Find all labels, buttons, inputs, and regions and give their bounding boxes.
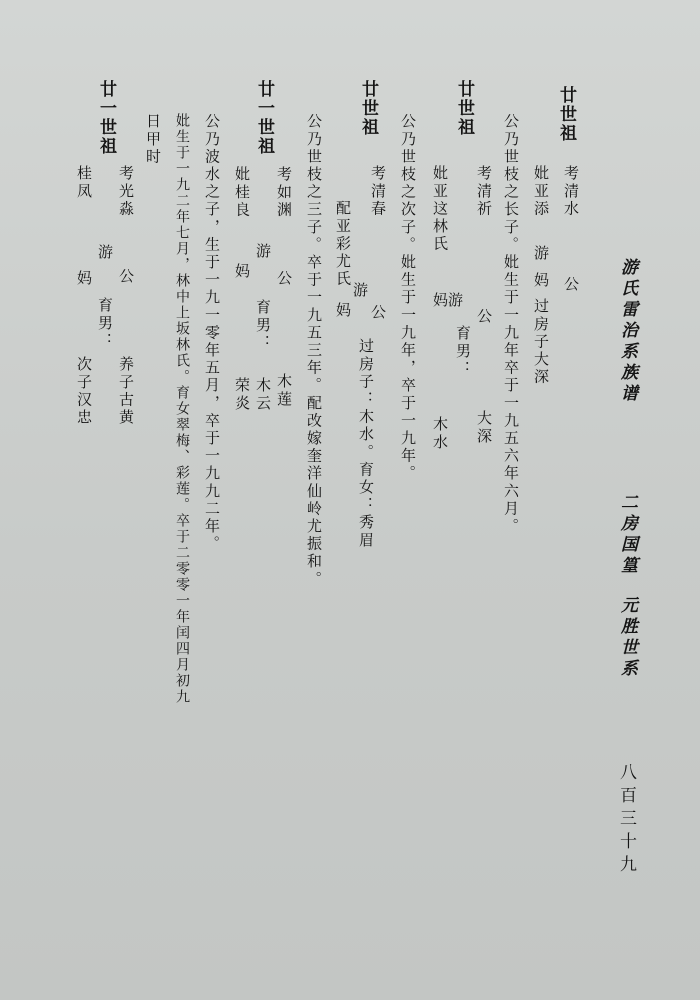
mother-title: 游 xyxy=(351,282,369,300)
father-name: 考清春 xyxy=(369,165,387,218)
lineage-name: 元胜世系 xyxy=(617,596,637,680)
father-name: 考清水 xyxy=(562,165,580,218)
mother-name: 妣亚添 xyxy=(532,165,550,218)
page-number: 八百三十九 xyxy=(616,763,636,878)
father-title: 公 xyxy=(369,304,387,322)
father-title: 公 xyxy=(275,270,293,288)
mother-suffix: 妈 xyxy=(75,270,93,288)
father-name: 考光淼 xyxy=(117,165,135,218)
father-name: 考如渊 xyxy=(275,166,293,219)
mother-title: 游 xyxy=(254,243,272,261)
son-2: 木云 xyxy=(254,377,272,413)
mother-name: 桂凤 xyxy=(75,165,93,201)
son-1: 大深 xyxy=(475,410,493,446)
father-title: 公 xyxy=(117,268,135,286)
biography: 妣生于一九二年七月，林中上坂林氏。育女翠梅、彩莲。卒于二零零一年闰四月初九 xyxy=(174,113,190,705)
book-title: 游氏雷治系族谱 xyxy=(617,258,637,405)
mother-suffix: 妈 xyxy=(334,302,352,320)
adoption-note: 过房子：木水。育女：秀眉 xyxy=(357,338,375,550)
mother-name: 配亚彩尤氏 xyxy=(334,200,352,288)
branch-name: 二房国篁 xyxy=(617,493,637,577)
mother-suffix: 妈 xyxy=(431,292,449,310)
biography: 日甲时 xyxy=(144,113,162,166)
generation-label: 廿世祖 xyxy=(454,80,474,137)
generation-label: 廿世祖 xyxy=(358,80,378,137)
biography: 公乃世枝之长子。妣生于一九年卒于一九五六年六月。 xyxy=(502,113,520,536)
mother-title: 游 xyxy=(446,292,464,310)
generation-label: 廿世祖 xyxy=(556,86,576,143)
sons-label: 育男： xyxy=(254,299,272,352)
father-title: 公 xyxy=(475,308,493,326)
son-3: 荣炎 xyxy=(233,377,251,413)
father-name: 考清祈 xyxy=(475,165,493,218)
adoption-note: 过房子大深 xyxy=(532,298,550,386)
mother-title: 游 xyxy=(532,245,550,263)
son-2: 木水 xyxy=(431,416,449,452)
mother-suffix: 妈 xyxy=(532,272,550,290)
sons-label: 育男： xyxy=(454,325,472,378)
biography: 公乃世枝之次子。妣生于一九年，卒于一九年。 xyxy=(399,113,417,483)
biography: 公乃世枝之三子。卒于一九五三年。配改嫁奎洋仙岭尤振和。 xyxy=(305,113,323,589)
generation-label: 廿一世祖 xyxy=(254,80,274,156)
father-title: 公 xyxy=(562,276,580,294)
son-2: 次子汉忠 xyxy=(75,356,93,427)
son-1: 木莲 xyxy=(275,373,293,409)
biography: 公乃波水之子，生于一九一零年五月，卒于一九九二年。 xyxy=(203,113,221,553)
son-1: 养子古黄 xyxy=(117,356,135,427)
mother-suffix: 妈 xyxy=(233,263,251,281)
mother-title: 游 xyxy=(96,244,114,262)
generation-label: 廿一世祖 xyxy=(96,80,116,156)
mother-name: 妣亚这林氏 xyxy=(431,165,449,253)
sons-label: 育男： xyxy=(96,297,114,350)
mother-name: 妣桂良 xyxy=(233,166,251,219)
